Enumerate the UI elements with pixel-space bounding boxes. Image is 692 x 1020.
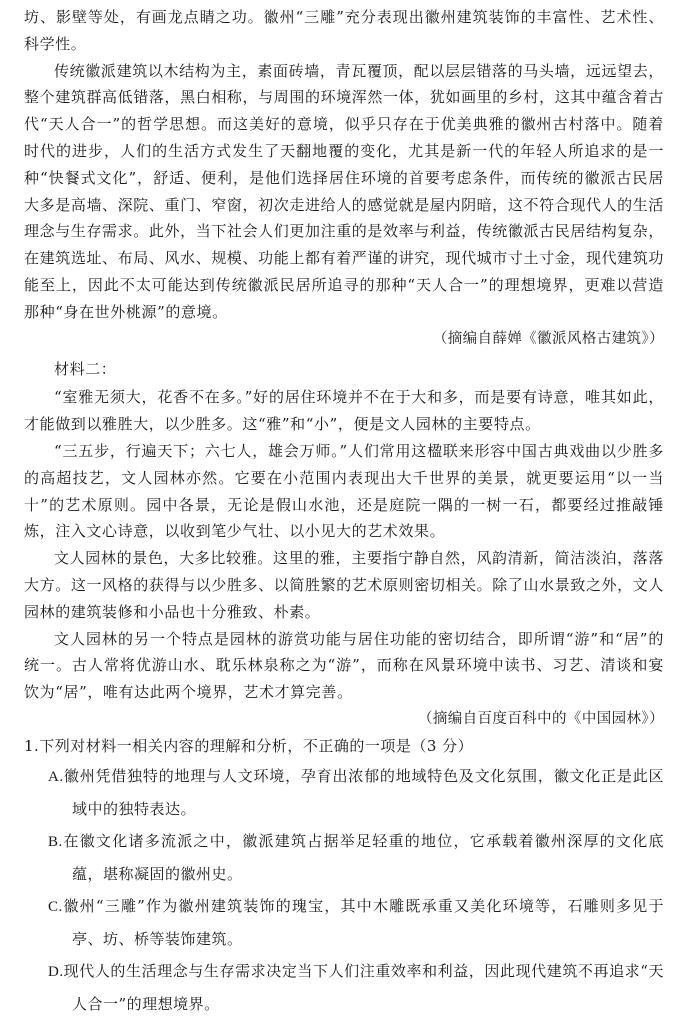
option-d	[24, 955, 664, 1020]
option-letter: A.	[48, 768, 64, 785]
option-letter: D.	[48, 963, 64, 980]
question-stem: 1.下列对材料一相关内容的理解和分析，不正确的一项是（3 分）	[24, 736, 474, 755]
option-text: 徽州凭借独特的地理与人文环境，孕育出浓郁的地域特色及文化氛围，徽文化正是此区域中的独特表达。	[63, 766, 664, 818]
material-two-paragraph: 文人园林的景色，大多比较雅。这里的雅，主要指宁静自然，风韵清新，简洁淡泊，落落大方。这一风格的获得与以少胜多、以简胜繁的艺术原则密切相关。除了山水景致之外，文人园林的建筑装修和小品也十分雅致、朴素。	[24, 549, 664, 621]
material-two-paragraph: “室雅无须大，花香不在多。”好的居住环境并不在于大和多，而是要有诗意，唯其如此，才能做到以雅胜大，以少胜多。这“雅”和“小”，便是文人园林的主要特点。	[24, 388, 664, 434]
option-text: 现代人的生活理念与生存需求决定当下人们注重效率和利益，因此现代建筑不再追求“天人合一”的理想境界。	[63, 961, 664, 1013]
option-letter: C.	[48, 898, 63, 915]
option-text: 徽州“三雕”作为徽州建筑装饰的瑰宝，其中木雕既承重又美化环境等，石雕则多见于亭、坊、桥等装饰建筑。	[62, 896, 664, 948]
material-two-paragraph: 文人园林的另一个特点是园林的游赏功能与居住功能的密切结合，即所谓“游”和“居”的统一。古人常将优游山水、耽乐林泉称之为“游”，而称在风景环境中读书、习艺、清谈和宴饮为“居”，唯有达此两个境界，艺术才算完善。	[24, 629, 664, 702]
material-two-paragraph: “三五步，行遍天下；六七人，雄会万师。”人们常用这楹联来形容中国古典戏曲以少胜多的高超技艺，文人园林亦然。它要在小范围内表现出大千世界的美景，就更要运用“以一当十”的艺术原则。园中各景，无论是假山水池，还是庭院一隅的一树一石，都要经过推敲锤炼，注入文心诗意，以收到笔少气壮、以小见大的艺术效果。	[24, 441, 664, 541]
material-two-label: 材料二：	[54, 360, 117, 379]
material-one-paragraph: 传统徽派建筑以木结构为主，素面砖墙，青瓦覆顶，配以层层错落的马头墙，远远望去，整个建筑群高低错落，黑白相称，与周围的环境浑然一体，犹如画里的乡村，这其中蕴含着古代“天人合一”的哲学思想。而这美好的意境，似乎只存在于优美典雅的徽州古村落中。随着时代的进步，人们的生活方式发生了天翻地覆的变化，尤其是新一代的年轻人所追求的是一种“快餐式文化”，舒适、便利，是他们选择居住环境的首要考虑条件，而传统的徽派古民居大多是高墙、深院、重门、窄窗，初次走进给人的感觉就是屋内阴暗，这不符合现代人的生活理念与生存需求。此外，当下社会人们更加注重的是效率与利益，传统徽派古民居结构复杂，在建筑选址、布局、风水、规模、功能上都有着严谨的讲究，现代城市寸土寸金，现代建筑功能至上，因此不太可能达到传统徽派民居所追寻的那种“天人合一”的理想境界，更难以营造那种“身在世外桃源”的意境。	[24, 61, 664, 321]
material-two-source: （摘编自百度百科中的《中国园林》）	[417, 710, 664, 727]
material-one-source: （摘编自薛婵《徽派风格古建筑》）	[432, 330, 664, 347]
option-letter: B.	[48, 833, 63, 850]
option-a	[24, 760, 664, 825]
option-b	[24, 825, 664, 890]
material-one-paragraph-continued: 坊、影壁等处，有画龙点睛之功。徽州“三雕”充分表现出徽州建筑装饰的丰富性、艺术性、科学性。	[24, 8, 664, 53]
option-c	[24, 890, 664, 955]
option-text: 在徽文化诸多流派之中，徽派建筑占据举足轻重的地位，它承载着徽州深厚的文化底蕴，堪称凝固的徽州史。	[62, 831, 664, 883]
